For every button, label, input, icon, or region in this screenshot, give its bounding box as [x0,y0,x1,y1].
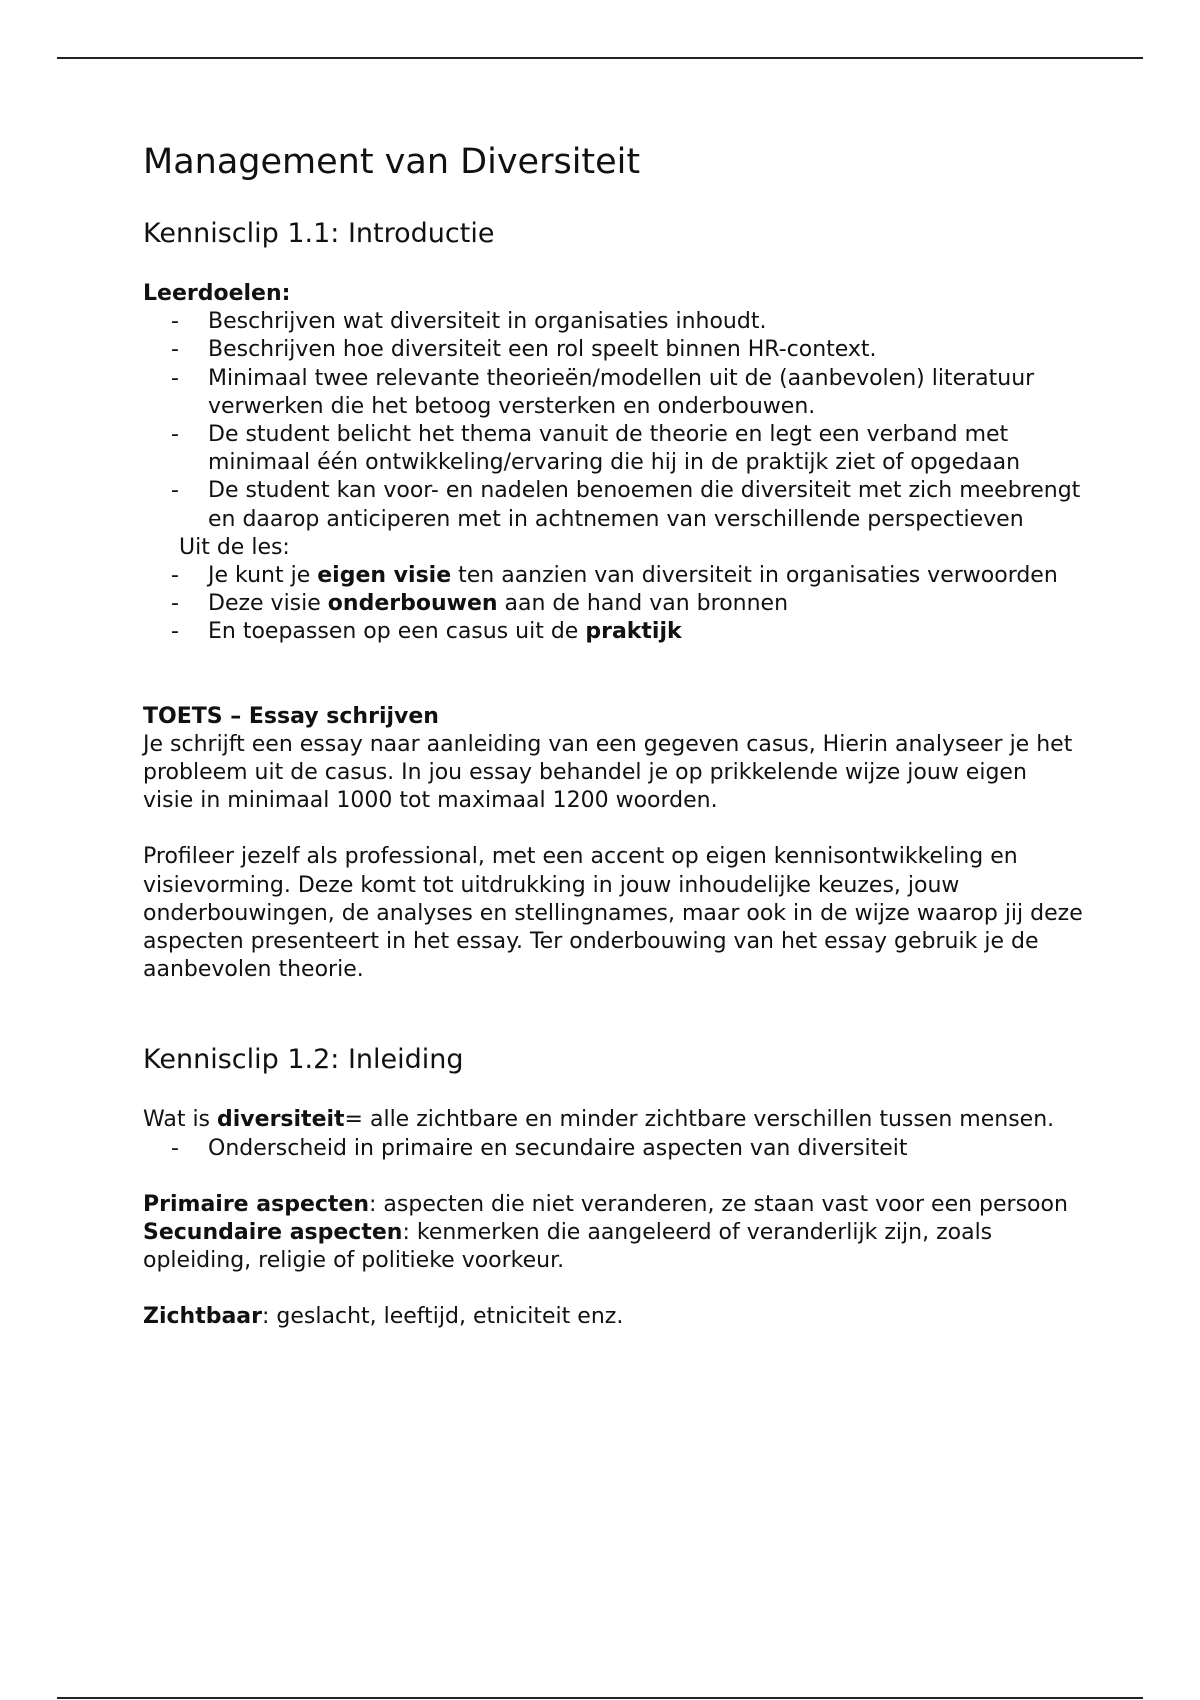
document-title: Management van Diversiteit [143,142,641,182]
list-item: - Minimaal twee relevante theorieën/modellen uit de (aanbevolen) literatuur verwerken die het betoog versterken en onderbouwen. [143,365,1083,421]
section-heading-inleiding: Kennisclip 1.2: Inleiding [143,1044,464,1076]
list-item: - Deze visie onderbouwen aan de hand van bronnen [143,590,1083,618]
section-heading-introductie: Kennisclip 1.1: Introductie [143,218,495,249]
list-item: - De student belicht het thema vanuit de theorie en legt een verband met minimaal één ontwikkeling/ervaring die hij in de praktijk ziet of opgedaan [143,421,1083,477]
list-item: - Je kunt je eigen visie ten aanzien van diversiteit in organisaties verwoorden [143,562,1083,590]
diversiteit-definition: Wat is diversiteit= alle zichtbare en minder zichtbare verschillen tussen mensen. [143,1107,1055,1133]
definition-list [143,1135,1083,1163]
zichtbaar: Zichtbaar: geslacht, leeftijd, etniciteit enz. [143,1304,624,1330]
list-item: - Beschrijven wat diversiteit in organisaties inhoudt. [143,308,1083,336]
primaire-aspecten: Primaire aspecten: aspecten die niet veranderen, ze staan vast voor een persoon [143,1191,1068,1217]
secundaire-aspecten: Secundaire aspecten: kenmerken die aangeleerd of veranderlijk zijn, zoals opleiding, religie of politieke voorkeur. [143,1220,993,1274]
uit-de-les-list [143,562,1083,647]
toets-paragraph-1: Je schrijft een essay naar aanleiding van een gegeven casus, Hierin analyseer je het probleem uit de casus. In jou essay behandel je op prikkelende wijze jouw eigen visie in minimaal 1000 tot maximaal 1200 woorden. [143,731,1073,814]
list-item: - Onderscheid in primaire en secundaire aspecten van diversiteit [143,1135,1083,1163]
list-item: - Beschrijven hoe diversiteit een rol speelt binnen HR-context. [143,336,1083,364]
bottom-divider [57,1697,1143,1699]
document-body [143,138,1083,1332]
list-item: - De student kan voor- en nadelen benoemen die diversiteit met zich meebrengt en daarop anticiperen met in achtnemen van verschillende perspectieven [143,477,1083,533]
toets-paragraph-2: Profileer jezelf als professional, met een accent op eigen kennisontwikkeling en visievorming. Deze komt tot uitdrukking in jouw inhoudelijke keuzes, jouw onderbouwingen, de analyses en stellingnames, maar ook in de wijze waarop jij deze aspecten presenteert in het essay. Ter onderbouwing van het essay gebruik je de aanbevolen theorie. [143,844,1083,983]
leerdoelen-list [143,308,1083,534]
list-item: - En toepassen op een casus uit de praktijk [143,618,1083,646]
uit-de-les-label: Uit de les: [179,534,290,560]
leerdoelen-label: Leerdoelen: [143,281,291,306]
toets-heading: TOETS – Essay schrijven [143,703,439,729]
top-divider [57,57,1143,59]
